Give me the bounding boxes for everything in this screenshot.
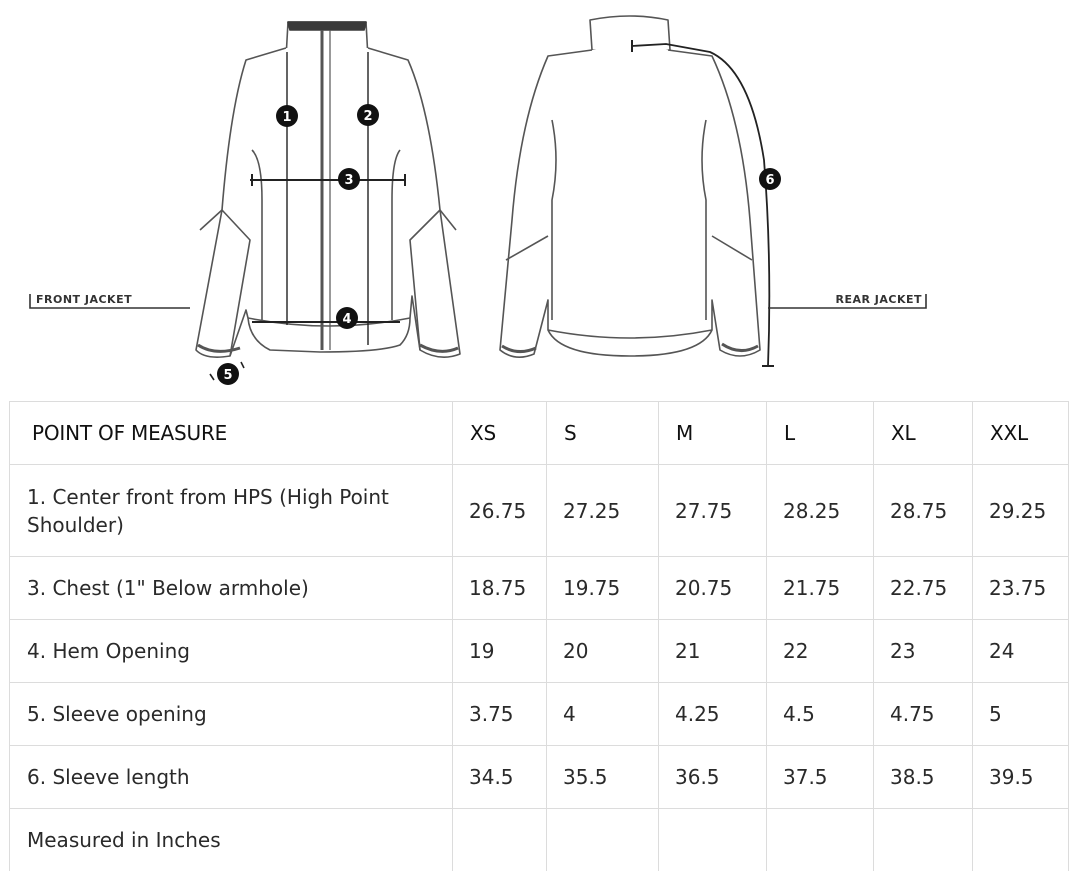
table-row xyxy=(10,683,1069,746)
table-cell: 39.5 xyxy=(973,746,1069,809)
svg-text:FRONT JACKET: FRONT JACKET xyxy=(36,293,132,306)
jacket-measurement-diagram xyxy=(0,0,1080,395)
table-cell: 4.25 xyxy=(659,683,767,746)
svg-text:5: 5 xyxy=(223,368,232,383)
table-cell: 20 xyxy=(547,620,659,683)
table-row xyxy=(10,620,1069,683)
table-cell: 19 xyxy=(453,620,547,683)
table-row xyxy=(10,809,1069,871)
marker-1 xyxy=(276,105,298,127)
table-cell: 27.75 xyxy=(659,465,767,557)
marker-4 xyxy=(336,307,358,329)
column-header-s: S xyxy=(547,402,659,465)
table-row xyxy=(10,465,1069,557)
table-cell: 27.25 xyxy=(547,465,659,557)
table-cell xyxy=(547,809,659,871)
table-cell: 22 xyxy=(767,620,874,683)
table-cell: 35.5 xyxy=(547,746,659,809)
table-cell: 36.5 xyxy=(659,746,767,809)
table-cell xyxy=(973,809,1069,871)
table-cell: 29.25 xyxy=(973,465,1069,557)
table-row xyxy=(10,746,1069,809)
svg-text:2: 2 xyxy=(363,109,372,124)
svg-text:REAR JACKET: REAR JACKET xyxy=(835,293,922,306)
column-header-xxl: XXL xyxy=(973,402,1069,465)
measure-label: 5. Sleeve opening xyxy=(10,683,453,746)
table-cell: 28.25 xyxy=(767,465,874,557)
table-cell: 28.75 xyxy=(874,465,973,557)
svg-text:3: 3 xyxy=(344,173,353,188)
column-header-xl: XL xyxy=(874,402,973,465)
table-cell: 34.5 xyxy=(453,746,547,809)
column-header-point-of-measure: POINT OF MEASURE xyxy=(10,402,453,465)
table-cell: 4.75 xyxy=(874,683,973,746)
table-cell: 23.75 xyxy=(973,557,1069,620)
marker-6 xyxy=(759,168,781,190)
table-cell: 18.75 xyxy=(453,557,547,620)
measure-label: 6. Sleeve length xyxy=(10,746,453,809)
table-row xyxy=(10,557,1069,620)
table-cell: 26.75 xyxy=(453,465,547,557)
marker-5 xyxy=(210,362,244,385)
table-cell xyxy=(874,809,973,871)
table-cell: 38.5 xyxy=(874,746,973,809)
table-cell: 23 xyxy=(874,620,973,683)
measure-label: 1. Center front from HPS (High Point Shoulder) xyxy=(10,465,453,557)
units-note: Measured in Inches xyxy=(10,809,453,871)
front-jacket-illustration xyxy=(196,22,460,357)
marker-3 xyxy=(338,168,360,190)
table-cell: 22.75 xyxy=(874,557,973,620)
rear-jacket-illustration xyxy=(500,16,774,366)
svg-text:6: 6 xyxy=(765,173,774,188)
table-cell xyxy=(659,809,767,871)
marker-2 xyxy=(357,104,379,126)
measure-label: 4. Hem Opening xyxy=(10,620,453,683)
table-cell: 24 xyxy=(973,620,1069,683)
svg-text:4: 4 xyxy=(342,312,351,327)
size-chart xyxy=(9,401,1069,871)
table-cell: 4.5 xyxy=(767,683,874,746)
table-cell: 3.75 xyxy=(453,683,547,746)
table-cell: 19.75 xyxy=(547,557,659,620)
table-cell: 4 xyxy=(547,683,659,746)
table-cell xyxy=(453,809,547,871)
column-header-l: L xyxy=(767,402,874,465)
table-cell: 21 xyxy=(659,620,767,683)
rear-jacket-label xyxy=(768,293,926,308)
table-cell: 21.75 xyxy=(767,557,874,620)
table-header-row xyxy=(10,402,1069,465)
size-chart-table xyxy=(9,401,1069,871)
front-jacket-label xyxy=(30,293,190,308)
table-cell: 37.5 xyxy=(767,746,874,809)
measure-label: 3. Chest (1" Below armhole) xyxy=(10,557,453,620)
table-cell: 20.75 xyxy=(659,557,767,620)
table-cell: 5 xyxy=(973,683,1069,746)
column-header-m: M xyxy=(659,402,767,465)
table-cell xyxy=(767,809,874,871)
column-header-xs: XS xyxy=(453,402,547,465)
svg-text:1: 1 xyxy=(282,110,291,125)
